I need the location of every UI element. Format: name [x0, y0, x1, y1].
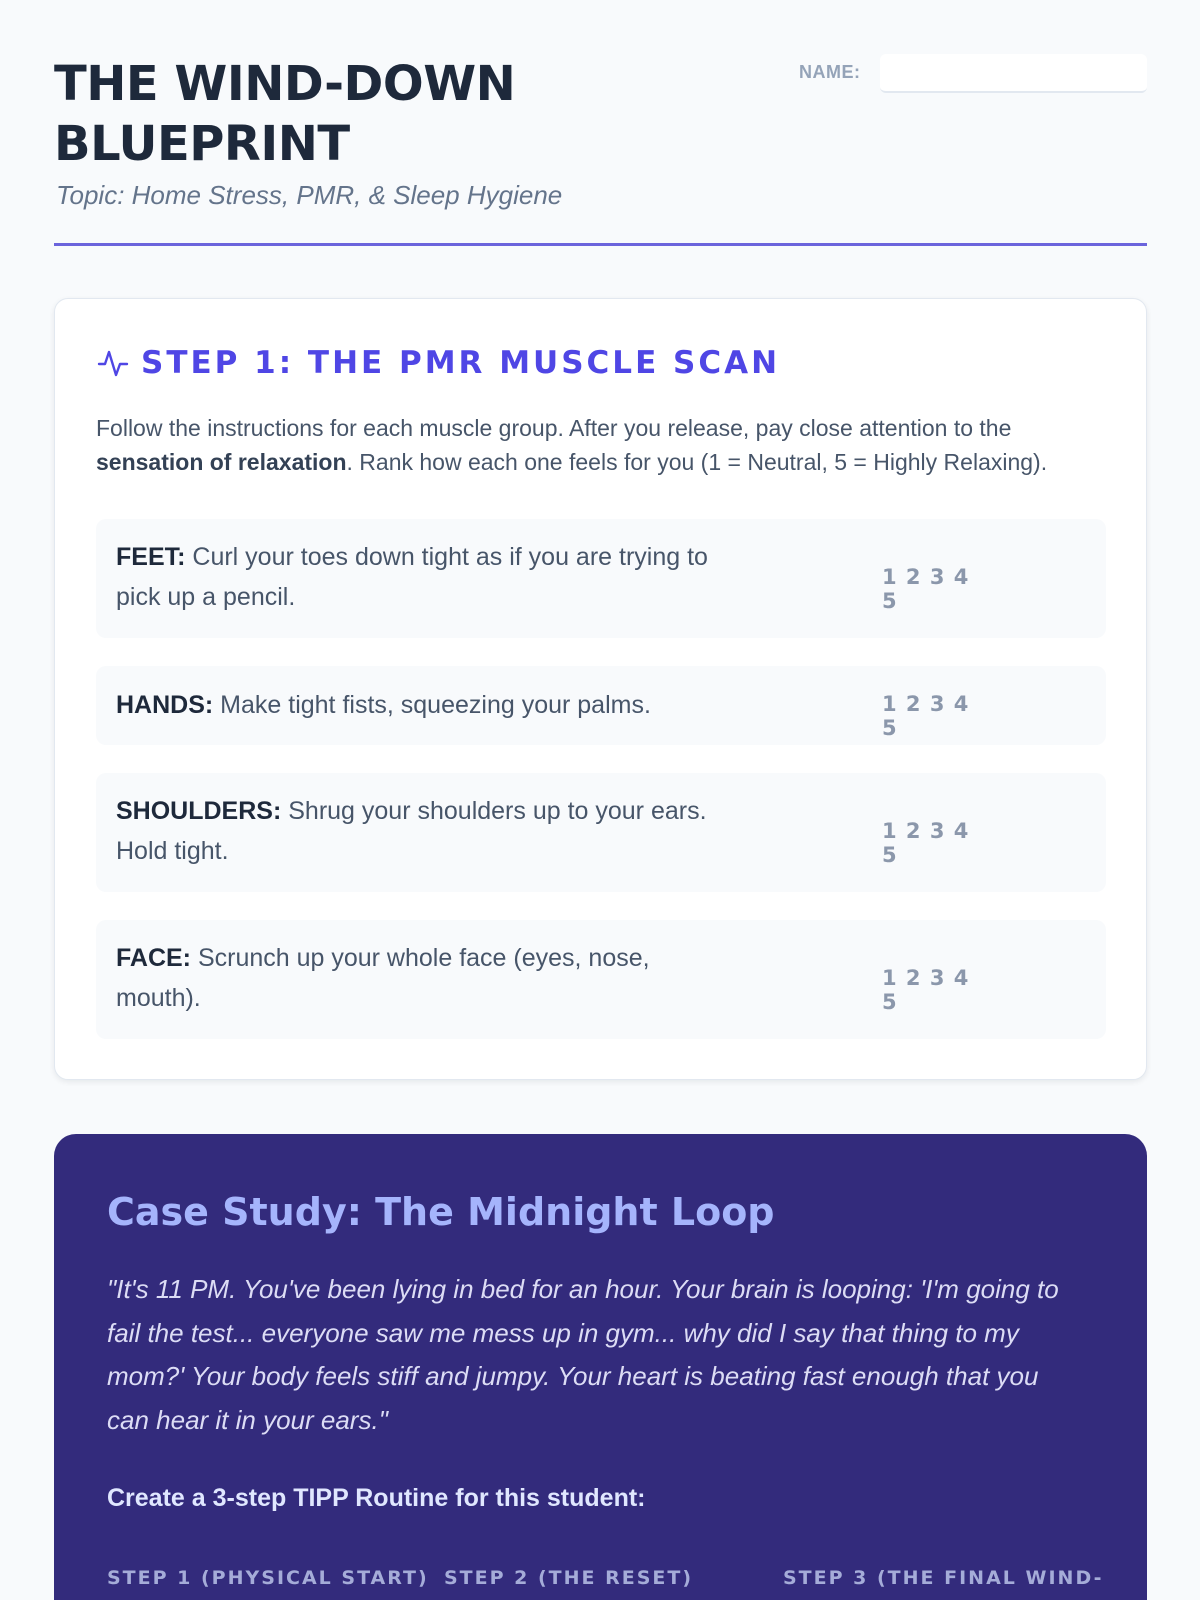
muscle-instruction: [116, 938, 716, 1018]
case-step-1-label: STEP 1 (PHYSICAL START): [107, 1567, 429, 1589]
muscle-row-shoulders: [96, 773, 1106, 892]
worksheet-header: [54, 0, 1147, 246]
muscle-description: Make tight fists, squeezing your palms.: [213, 691, 651, 719]
intro-bold-text: sensation of relaxation: [96, 449, 347, 475]
case-study-prompt: Create a 3-step TIPP Routine for this student:: [107, 1484, 646, 1512]
step1-title: STEP 1: THE PMR MUSCLE SCAN: [141, 345, 781, 381]
muscle-label: SHOULDERS:: [116, 797, 282, 825]
page-subtitle: Topic: Home Stress, PMR, & Sleep Hygiene: [56, 180, 563, 210]
name-label: NAME:: [799, 62, 861, 82]
muscle-row-hands: [96, 666, 1106, 745]
muscle-label: FACE:: [116, 944, 191, 972]
case-study-quote: "It's 11 PM. You've been lying in bed for an hour. Your brain is looping: 'I'm going to fail the test... everyone saw me mess up in gym... why did I say that thing to my mom?' Your body feels stiff and jumpy. Your heart is beating fast enough that you can hear it in your ears.": [107, 1274, 1059, 1435]
pmr-muscle-scan-card: [54, 298, 1147, 1080]
pulse-icon: [97, 347, 129, 379]
intro-text-end: . Rank how each one feels for you (1 = Neutral, 5 = Highly Relaxing).: [346, 449, 1048, 475]
muscle-description: Curl your toes down tight as if you are trying to pick up a pencil.: [116, 543, 708, 611]
muscle-description: Scrunch up your whole face (eyes, nose, mouth).: [116, 944, 650, 1012]
muscle-description: Shrug your shoulders up to your ears. Hold tight.: [116, 797, 707, 865]
rating-scale[interactable]: 1 2 3 4 5: [882, 819, 971, 867]
rating-scale[interactable]: 1 2 3 4 5: [882, 966, 971, 1014]
title-line-1: THE WIND-DOWN: [54, 56, 516, 112]
page-title: [54, 54, 614, 174]
case-study-title: Case Study: The Midnight Loop: [107, 1190, 775, 1234]
case-study-panel: [54, 1134, 1147, 1600]
title-line-2: BLUEPRINT: [54, 116, 350, 172]
step1-instructions: [96, 411, 1116, 479]
worksheet-page: [54, 0, 1147, 1589]
intro-text-start: Follow the instructions for each muscle group. After you release, pay close attention to the: [96, 415, 1012, 441]
muscle-row-face: [96, 920, 1106, 1039]
muscle-instruction: [116, 791, 716, 871]
muscle-label: FEET:: [116, 543, 186, 571]
muscle-row-feet: [96, 519, 1106, 638]
muscle-label: HANDS:: [116, 691, 214, 719]
rating-scale[interactable]: 1 2 3 4 5: [882, 565, 971, 613]
muscle-instruction: [116, 685, 876, 725]
case-step-3-label: STEP 3 (THE FINAL WIND-: [783, 1567, 1104, 1589]
muscle-instruction: [116, 537, 716, 617]
name-field[interactable]: [880, 54, 1147, 93]
case-step-2-label: STEP 2 (THE RESET): [444, 1567, 694, 1589]
rating-scale[interactable]: 1 2 3 4 5: [882, 692, 971, 740]
step1-heading: [97, 345, 780, 381]
